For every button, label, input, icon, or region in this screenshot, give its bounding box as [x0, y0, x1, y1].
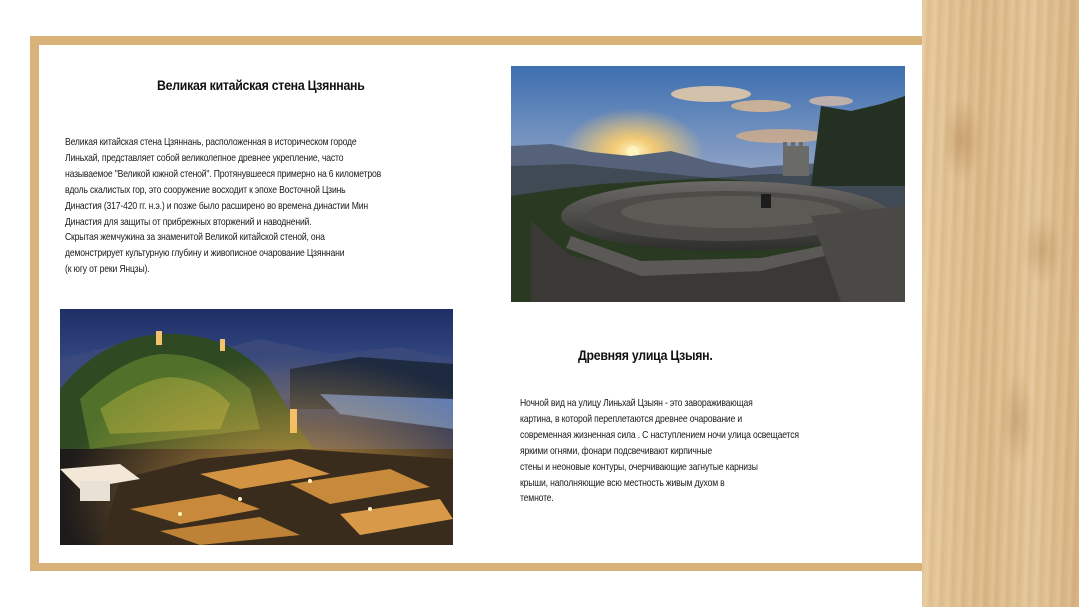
ancient-street-title: Древняя улица Цзыян. [578, 347, 713, 363]
great-wall-title: Великая китайская стена Цзяннань [157, 77, 365, 93]
great-wall-description: Великая китайская стена Цзяннань, расположенная в историческом городе Линьхай, представляет собой великолепное древнее укрепление, часто называемое "Великой южной стеной". Протянувшееся примерно на 6 километров вдоль скалистых гор, это сооружение восходит к эпохе Восточной Цзинь Династия (317-420 гг. н.э.) и позже было расширено во времена династии Мин Династия для защиты от прибрежных вторжений и наводнений. Скрытая жемчужина за знаменитой Великой китайской стеной, она демонстрирует культурную глубину и живописное очарование Цзяннани (к югу от реки Янцзы). [65, 136, 382, 276]
ancient-street-description: Ночной вид на улицу Линьхай Цзыян - это завораживающая картина, в которой переплетаются древнее очарование и современная жизненная сила . С наступлением ночи улица освещается яркими огнями, фонари подсвечивают кирпичные стены и неоновые контуры, очерчивающие загнутые карнизы крыши, наполняющие всю местность живым духом в темноте. [520, 397, 799, 505]
wood-texture-strip [922, 0, 1079, 607]
ancient-street-photo [60, 309, 453, 545]
great-wall-photo [511, 66, 905, 302]
